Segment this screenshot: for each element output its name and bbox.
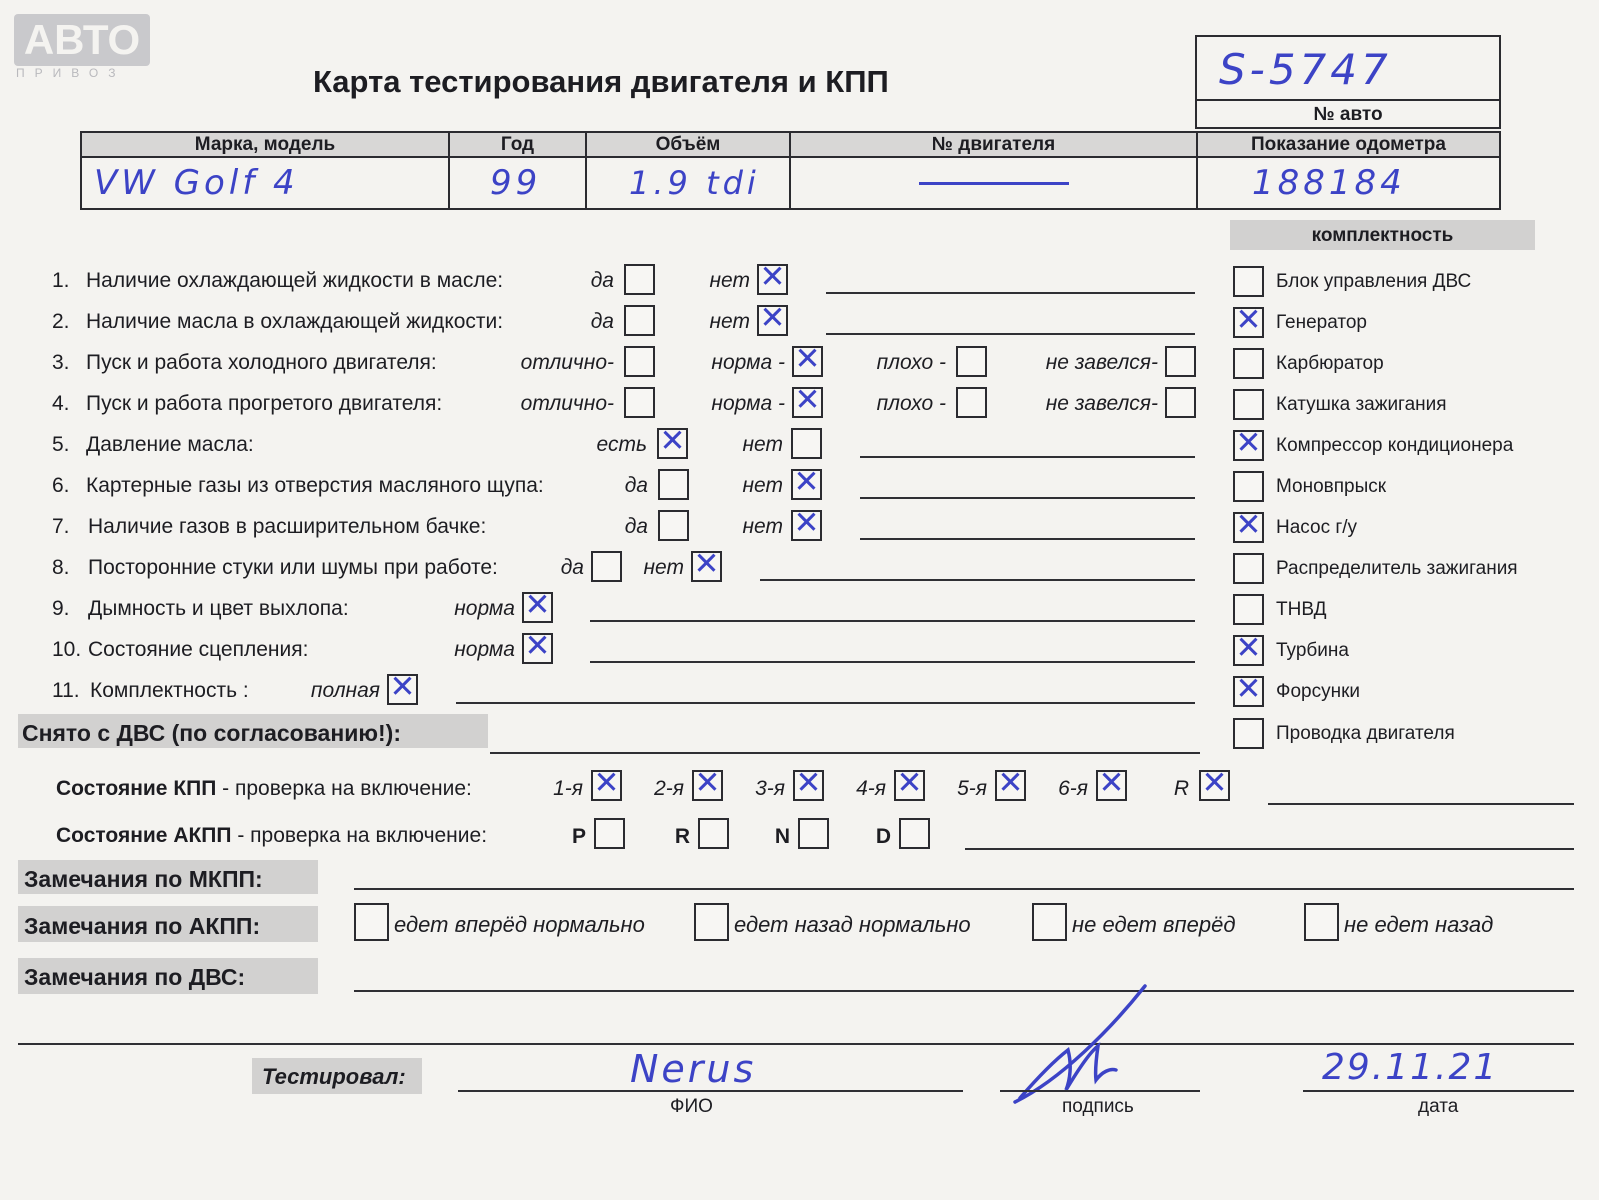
completeness-item-label: Насос г/у — [1276, 517, 1358, 538]
volume-label: Объём — [655, 133, 721, 155]
remarks-dvs-label: Замечания по ДВС: — [24, 964, 246, 990]
kpp-gear-checkbox[interactable] — [1096, 765, 1127, 801]
kpp-gear-label: 2-я — [654, 777, 684, 800]
option-checkbox[interactable] — [658, 469, 689, 500]
check-mark-icon: ✕ — [794, 341, 821, 377]
option-label: не завелся- — [1045, 392, 1158, 415]
check-mark-icon: ✕ — [524, 628, 551, 664]
option-label: норма - — [711, 351, 785, 374]
notes-line — [860, 456, 1195, 458]
auto-number-value: S-5747 — [1219, 45, 1392, 94]
check-label: Наличие охлаждающей жидкости в масле: — [86, 269, 504, 292]
option-checkbox[interactable] — [691, 546, 722, 582]
akpp-gear-label: R — [674, 825, 690, 848]
notes-line — [590, 661, 1195, 663]
option-checkbox[interactable] — [757, 300, 788, 336]
option-label: нет — [709, 269, 750, 292]
akpp-remark-label: не едет вперёд — [1072, 912, 1236, 937]
option-label: полная — [310, 679, 380, 702]
option-checkbox[interactable] — [387, 669, 418, 705]
notes-line — [860, 538, 1195, 540]
option-label: есть — [596, 433, 647, 456]
check-number: 8. — [52, 556, 70, 579]
remarks-akpp-label: Замечания по АКПП: — [24, 913, 261, 939]
vehicle-info-table — [80, 131, 1501, 210]
check-mark-icon: ✕ — [1235, 507, 1262, 543]
engine-number-dash — [919, 182, 1069, 185]
check-mark-icon: ✕ — [1235, 671, 1262, 707]
odometer-label: Показание одометра — [1251, 133, 1446, 155]
engine-number-label: № двигателя — [931, 133, 1056, 155]
option-checkbox[interactable] — [791, 505, 822, 541]
akpp-label-bold: Состояние АКПП — [56, 824, 232, 847]
completeness-item-label: Компрессор кондиционера — [1276, 435, 1514, 456]
check-number: 5. — [52, 433, 70, 456]
completeness-checkbox[interactable] — [1233, 389, 1264, 420]
signature-line — [1000, 1090, 1200, 1092]
kpp-gear-label: 3-я — [755, 777, 785, 800]
completeness-checkbox[interactable] — [1233, 471, 1264, 502]
akpp-gear-label: P — [571, 825, 586, 848]
year-value: 99 — [490, 163, 542, 203]
check-mark-icon: ✕ — [759, 300, 786, 336]
completeness-item-label: Блок управления ДВС — [1276, 271, 1472, 292]
option-checkbox[interactable] — [1165, 387, 1196, 418]
kpp-gear-label: R — [1173, 777, 1189, 800]
year-label: Год — [500, 133, 535, 155]
completeness-item-label: Форсунки — [1276, 681, 1360, 702]
check-number: 10. — [52, 638, 82, 661]
option-label: нет — [709, 310, 750, 333]
check-number: 11. — [52, 679, 80, 702]
option-checkbox[interactable] — [791, 428, 822, 459]
option-label: да — [590, 310, 614, 333]
akpp-remark-label: едет вперёд нормально — [394, 912, 645, 937]
check-label: Наличие масла в охлаждающей жидкости: — [86, 310, 504, 333]
completeness-checkbox[interactable] — [1233, 348, 1264, 379]
completeness-checkbox[interactable] — [1233, 718, 1264, 749]
option-checkbox[interactable] — [624, 387, 655, 418]
completeness-checkbox[interactable] — [1233, 630, 1264, 666]
check-mark-icon: ✕ — [794, 382, 821, 418]
check-number: 7. — [52, 515, 70, 538]
completeness-checkbox[interactable] — [1233, 553, 1264, 584]
option-label: не завелся- — [1045, 351, 1158, 374]
akpp-gear-checkbox[interactable] — [594, 818, 625, 849]
check-label: Состояние сцепления: — [88, 638, 309, 661]
kpp-label — [56, 778, 472, 799]
completeness-checkbox[interactable] — [1233, 507, 1264, 543]
kpp-line — [1268, 803, 1574, 805]
completeness-checkbox[interactable] — [1233, 594, 1264, 625]
option-checkbox[interactable] — [624, 305, 655, 336]
akpp-line — [965, 848, 1574, 850]
tester-name-value: Nerus — [630, 1047, 757, 1091]
kpp-label-rest: - проверка на включение: — [216, 777, 472, 800]
check-number: 6. — [52, 474, 70, 497]
kpp-label-bold: Состояние КПП — [56, 777, 217, 800]
kpp-gear-label: 1-я — [553, 777, 583, 800]
removed-label: Снято с ДВС (по согласованию!): — [22, 720, 401, 746]
remarks-extra-line — [18, 1043, 1574, 1045]
page-title: Карта тестирования двигателя и КПП — [313, 64, 889, 99]
completeness-item-label: ТНВД — [1276, 599, 1327, 620]
notes-line — [590, 620, 1195, 622]
akpp-gear-checkbox[interactable] — [698, 818, 729, 849]
completeness-item-label: Карбюратор — [1276, 353, 1384, 374]
check-mark-icon: ✕ — [793, 505, 820, 541]
check-mark-icon: ✕ — [1235, 302, 1262, 338]
check-number: 4. — [52, 392, 70, 415]
option-checkbox[interactable] — [1165, 346, 1196, 377]
notes-line — [826, 292, 1195, 294]
option-label: отлично- — [520, 351, 614, 374]
notes-line — [826, 333, 1195, 335]
kpp-gear-checkbox[interactable] — [995, 765, 1026, 801]
check-mark-icon: ✕ — [759, 259, 786, 295]
check-mark-icon: ✕ — [1098, 765, 1125, 801]
check-number: 9. — [52, 597, 70, 620]
option-checkbox[interactable] — [522, 628, 553, 664]
option-checkbox[interactable] — [657, 423, 688, 459]
akpp-remark-checkbox[interactable] — [1032, 903, 1067, 941]
check-mark-icon: ✕ — [659, 423, 686, 459]
option-checkbox[interactable] — [624, 346, 655, 377]
check-mark-icon: ✕ — [524, 587, 551, 623]
option-label: да — [590, 269, 614, 292]
logo-text: АВТО — [23, 16, 141, 63]
date-caption: дата — [1418, 1096, 1459, 1117]
akpp-gear-label: N — [774, 825, 790, 848]
remarks-mkpp-line — [354, 888, 1574, 890]
check-mark-icon: ✕ — [693, 546, 720, 582]
option-label: нет — [742, 433, 783, 456]
akpp-gear-checkbox[interactable] — [899, 818, 930, 849]
check-label: Пуск и работа холодного двигателя: — [86, 351, 437, 374]
completeness-item-label: Генератор — [1276, 312, 1367, 333]
check-mark-icon: ✕ — [1201, 765, 1228, 801]
completeness-item-label: Моновпрыск — [1276, 476, 1387, 497]
akpp-remark-checkbox[interactable] — [354, 903, 389, 941]
akpp-remark-label: не едет назад — [1344, 912, 1494, 937]
akpp-label — [56, 825, 487, 846]
date-value: 29.11.21 — [1322, 1047, 1499, 1088]
option-checkbox[interactable] — [791, 464, 822, 500]
completeness-item-label: Катушка зажигания — [1276, 394, 1447, 415]
avto-privoz-logo — [14, 14, 150, 66]
check-number: 1. — [52, 269, 70, 292]
akpp-gear-label: D — [875, 825, 891, 848]
logo-subtext: ПРИВОЗ — [16, 66, 126, 80]
option-label: нет — [742, 474, 783, 497]
check-mark-icon: ✕ — [1235, 425, 1262, 461]
completeness-item-label: Распределитель зажигания — [1276, 558, 1518, 579]
option-label: норма — [454, 597, 515, 620]
removed-line — [490, 752, 1200, 754]
kpp-gear-checkbox[interactable] — [692, 765, 723, 801]
option-checkbox[interactable] — [956, 346, 987, 377]
kpp-gear-checkbox[interactable] — [591, 765, 622, 801]
check-mark-icon: ✕ — [593, 765, 620, 801]
check-mark-icon: ✕ — [694, 765, 721, 801]
kpp-gear-checkbox[interactable] — [1199, 765, 1230, 801]
make-model-value: VW Golf 4 — [94, 163, 299, 203]
notes-line — [456, 702, 1195, 704]
option-label: нет — [742, 515, 783, 538]
kpp-gear-label: 5-я — [957, 777, 987, 800]
akpp-label-rest: - проверка на включение: — [231, 824, 488, 847]
option-label: отлично- — [520, 392, 614, 415]
completeness-checkbox[interactable] — [1233, 425, 1264, 461]
option-checkbox[interactable] — [658, 510, 689, 541]
check-label: Комплектность : — [90, 679, 249, 702]
option-checkbox[interactable] — [956, 387, 987, 418]
option-label: да — [624, 474, 648, 497]
check-label: Дымность и цвет выхлопа: — [88, 597, 349, 620]
completeness-checkbox[interactable] — [1233, 302, 1264, 338]
check-mark-icon: ✕ — [389, 669, 416, 705]
odometer-value: 188184 — [1252, 163, 1406, 203]
notes-line — [760, 579, 1195, 581]
check-number: 2. — [52, 310, 70, 333]
tested-by-label: Тестировал: — [262, 1064, 406, 1089]
completeness-checkbox[interactable] — [1233, 266, 1264, 297]
check-mark-icon: ✕ — [795, 765, 822, 801]
option-checkbox[interactable] — [792, 341, 823, 377]
option-checkbox[interactable] — [591, 551, 622, 582]
remarks-mkpp-label: Замечания по МКПП: — [24, 866, 263, 892]
check-label: Пуск и работа прогретого двигателя: — [86, 392, 443, 415]
option-label: плохо - — [876, 392, 946, 415]
check-mark-icon: ✕ — [997, 765, 1024, 801]
date-line — [1303, 1090, 1574, 1092]
completeness-title: комплектность — [1311, 225, 1454, 246]
completeness-item-label: Турбина — [1276, 640, 1349, 661]
option-label: нет — [643, 556, 684, 579]
check-mark-icon: ✕ — [793, 464, 820, 500]
completeness-item-label: Проводка двигателя — [1276, 723, 1455, 744]
make-model-label: Марка, модель — [194, 133, 336, 155]
completeness-checkbox[interactable] — [1233, 671, 1264, 707]
option-label: плохо - — [876, 351, 946, 374]
remarks-dvs-line — [354, 990, 1574, 992]
volume-value: 1.9 tdi — [629, 164, 760, 202]
check-number: 3. — [52, 351, 70, 374]
check-mark-icon: ✕ — [896, 765, 923, 801]
option-label: норма — [454, 638, 515, 661]
check-mark-icon: ✕ — [1235, 630, 1262, 666]
auto-number-box — [1195, 35, 1501, 129]
option-label: да — [624, 515, 648, 538]
option-checkbox[interactable] — [792, 382, 823, 418]
kpp-gear-label: 4-я — [856, 777, 886, 800]
kpp-gear-label: 6-я — [1058, 777, 1088, 800]
akpp-remark-checkbox[interactable] — [694, 903, 729, 941]
option-checkbox[interactable] — [757, 259, 788, 295]
option-checkbox[interactable] — [624, 264, 655, 295]
kpp-gear-checkbox[interactable] — [894, 765, 925, 801]
check-label: Наличие газов в расширительном бачке: — [88, 515, 487, 538]
akpp-remark-label: едет назад нормально — [734, 912, 971, 937]
check-label: Посторонние стуки или шумы при работе: — [88, 556, 498, 579]
option-label: да — [560, 556, 584, 579]
akpp-remark-checkbox[interactable] — [1304, 903, 1339, 941]
check-label: Картерные газы из отверстия масляного щупа: — [86, 474, 544, 497]
name-line — [458, 1090, 963, 1092]
auto-number-label: № авто — [1313, 104, 1383, 125]
akpp-gear-checkbox[interactable] — [798, 818, 829, 849]
name-caption: ФИО — [670, 1096, 713, 1117]
check-label: Давление масла: — [86, 433, 254, 456]
signature-caption: подпись — [1062, 1096, 1134, 1117]
option-label: норма - — [711, 392, 785, 415]
notes-line — [860, 497, 1195, 499]
option-checkbox[interactable] — [522, 587, 553, 623]
kpp-gear-checkbox[interactable] — [793, 765, 824, 801]
